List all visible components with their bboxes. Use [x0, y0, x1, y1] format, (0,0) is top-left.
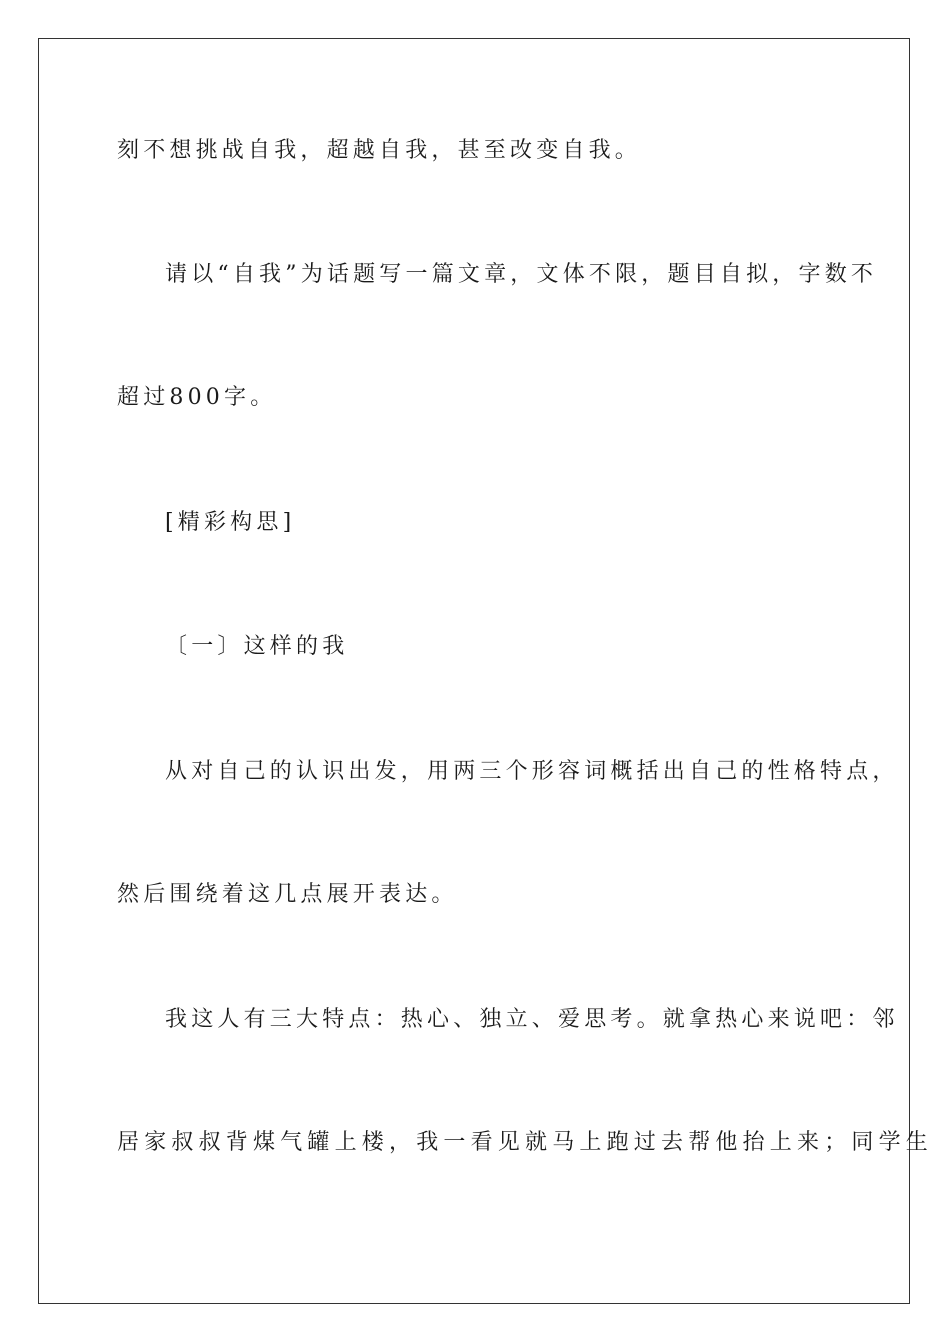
section-heading: [精彩构思] [165, 510, 296, 535]
text-line-8: 我这人有三大特点：热心、独立、爱思考。就拿热心来说吧：邻 [165, 1007, 899, 1032]
page-border [38, 38, 934, 1304]
text-line-2: 请以“自我”为话题写一篇文章，文体不限，题目自拟，字数不 [165, 262, 878, 287]
text-line-1: 刻不想挑战自我，超越自我，甚至改变自我。 [117, 138, 642, 163]
text-line-9: 居家叔叔背煤气罐上楼，我一看见就马上跑过去帮他抬上来；同学生 [117, 1130, 934, 1155]
text-line-6: 从对自己的认识出发，用两三个形容词概括出自己的性格特点， [165, 759, 899, 784]
text-line-7: 然后围绕着这几点展开表达。 [117, 882, 458, 907]
text-line-3: 超过800字。 [117, 385, 277, 410]
subsection-heading: 〔一〕这样的我 [165, 634, 349, 659]
